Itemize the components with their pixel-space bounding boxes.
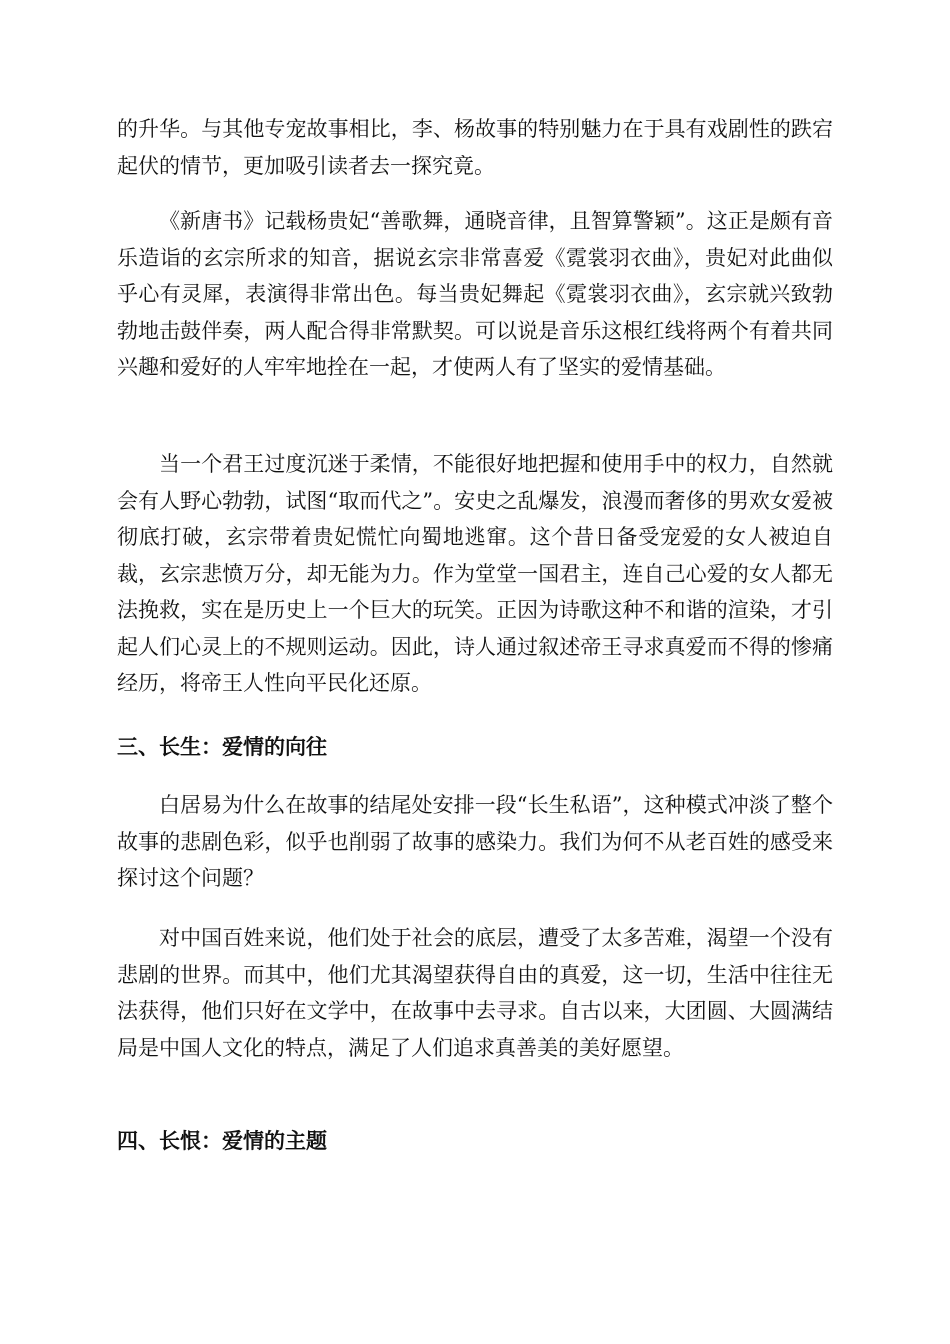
paragraph-common-people: 对中国百姓来说，他们处于社会的底层，遭受了太多苦难，渴望一个没有悲剧的世界。而其中，他们尤其渴望获得自由的真爱，这一切，生活中往往无法获得，他们只好在文学中，在故事中去寻求。自古以来，大团圆、大圆满结局是中国人文化的特点，满足了人们追求真善美的美好愿望。 [117,926,833,1060]
paragraph-continuation: 的升华。与其他专宠故事相比，李、杨故事的特别魅力在于具有戏剧性的跌宕起伏的情节，更加吸引读者去一探究竟。 [117,117,833,178]
paragraph-xin-tang-shu: 《新唐书》记载杨贵妃“善歌舞，通晓音律，且智算警颖”。这正是颇有音乐造诣的玄宗所求的知音，据说玄宗非常喜爱《霓裳羽衣曲》，贵妃对此曲似乎心有灵犀，表演得非常出色。每当贵妃舞起《霓裳羽衣曲》，玄宗就兴致勃勃地击鼓伴奏，两人配合得非常默契。可以说是音乐这根红线将两个有着共同兴趣和爱好的人牢牢地拴在一起，才使两人有了坚实的爱情基础。 [117,209,833,379]
section-heading-changhen: 四、长恨：爱情的主题 [117,1129,327,1153]
paragraph-an-shi-rebellion: 当一个君王过度沉迷于柔情，不能很好地把握和使用手中的权力，自然就会有人野心勃勃，试图“取而代之”。安史之乱爆发，浪漫而奢侈的男欢女爱被彻底打破，玄宗带着贵妃慌忙向蜀地逃窜。这个昔日备受宠爱的女人被迫自裁，玄宗悲愤万分，却无能为力。作为堂堂一国君主，连自己心爱的女人都无法挽救，实在是历史上一个巨大的玩笑。正因为诗歌这种不和谐的渲染，才引起人们心灵上的不规则运动。因此，诗人通过叙述帝王寻求真爱而不得的惨痛经历，将帝王人性向平民化还原。 [117,452,833,695]
section-heading-changsheng: 三、长生：爱情的向往 [117,735,327,759]
paragraph-changsheng-question: 白居易为什么在故事的结尾处安排一段“长生私语”，这种模式冲淡了整个故事的悲剧色彩，似乎也削弱了故事的感染力。我们为何不从老百姓的感受来探讨这个问题？ [117,793,833,890]
